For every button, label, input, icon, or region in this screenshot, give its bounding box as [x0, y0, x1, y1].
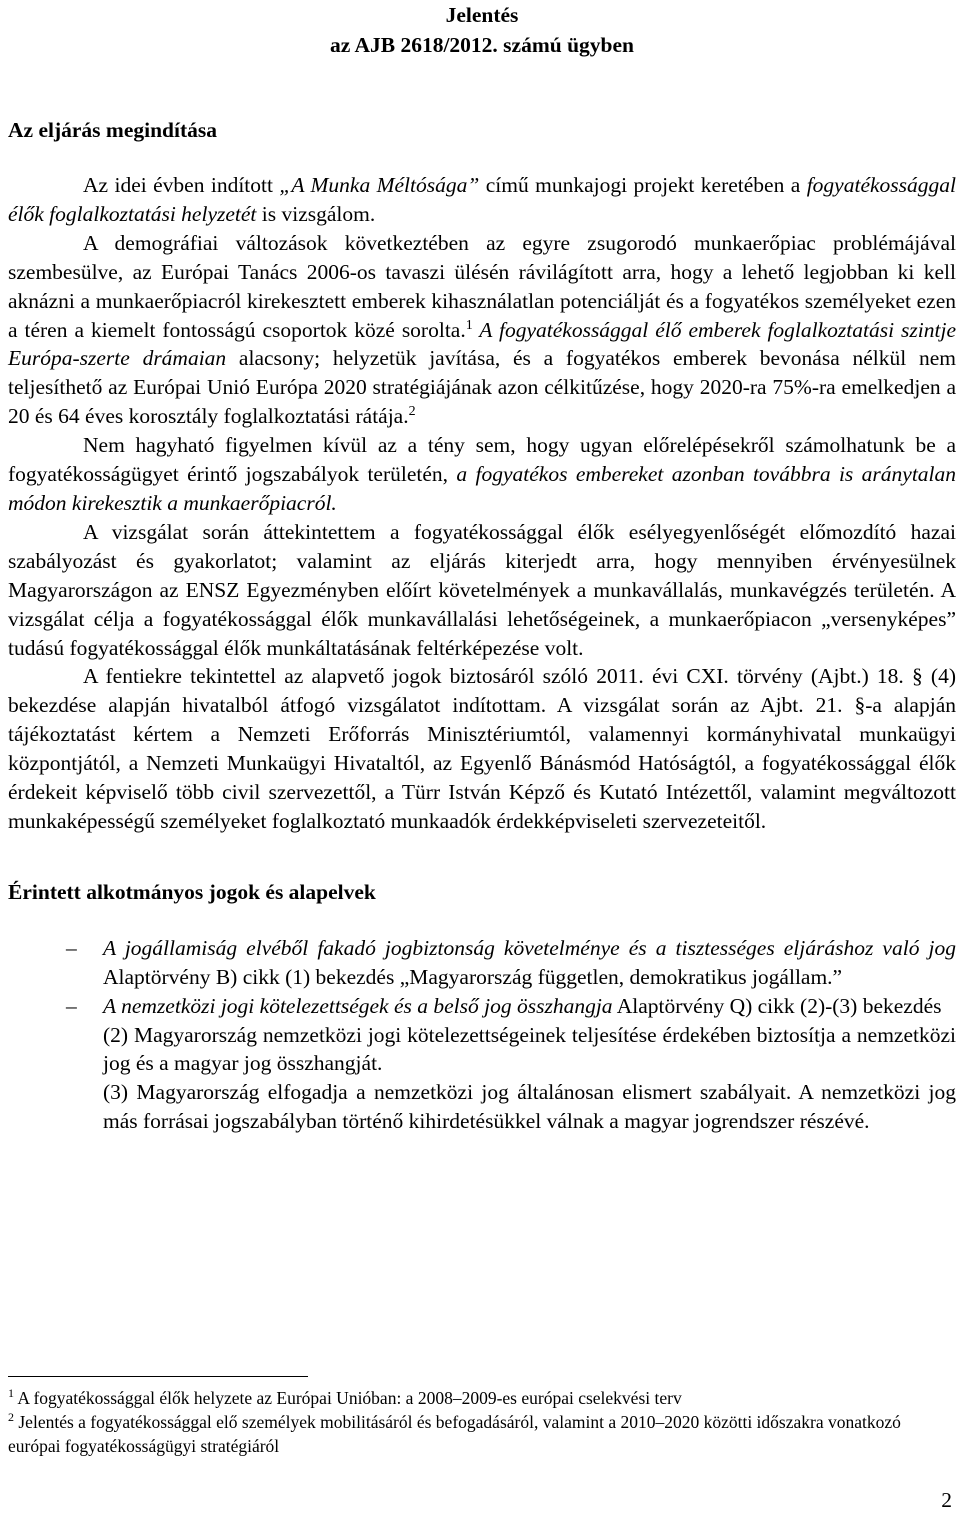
footnotes — [8, 1386, 953, 1458]
paragraph-intro: Az idei évben indított „A Munka Méltósága” című munkajogi projekt keretében a fogyatékossággal élők foglalkoztatási helyzetét is vizsgálom. — [8, 173, 956, 226]
paragraph-demography: A demográfiai változások következtében az egyre zsugorodó munkaerőpiac problémájával szembesülve, az Európai Tanács 2006-os tavaszi ülésén rávilágított arra, hogy a lehető legjobban ki kell aknázni a munkaerőpiacról kirekesztett emberek kihasználatlan potenciálját és a fogyatékos személyeket ezen a téren a kiemelt fontosságú csoportok közé sorolta.$^1$ A fogyatékossággal élő emberek foglalkoztatási szintje Európa-szerte drámaian alacsony; helyzetük javítása, és a fogyatékos emberek bevonása nélkül nem teljesíthető az Európai Unió Európa 2020 stratégiájának azon célkitűzése, hogy 2020-ra 75%-ra emelkedjen a 20 és 64 éves korosztály foglalkoztatási rátája.$^2$ — [8, 230, 957, 429]
title-line-2: az AJB 2618/2012. számú ügyben — [329, 33, 634, 57]
footnote-separator — [8, 1376, 308, 1377]
dash-bullet: – — [66, 993, 77, 1018]
paragraph-legal-basis: A fentiekre tekintettel az alapvető jogok biztosáról szóló 2011. évi CXI. törvény (Ajbt.) 18. § (4) bekezdése alapján hivatalból átfogó vizsgálatot indítottam. A vizsgálat során az Ajbt. 21. §-a alapján tájékoztatást kértem a Nemzeti Erőforrás Minisztériumtól, valamennyi kormányhivatal munkaügyi központjától, a Nemzeti Munkaügyi Hivataltól, az Egyenlő Bánásmód Hatóságtól, a fogyatékossággal élők érdekeit képviselő több civil szervezettől, a Türr István Képző és Kutató Intézettől, valamint megváltozott munkaképességű személyeket foglalkoztató munkaadók érdekképviseleti szervezeteitől. — [8, 664, 956, 833]
footnote-1: $^1$ A fogyatékossággal élők helyzete az Európai Unióban: a 2008–2009-es európai cselekvési terv — [8, 1386, 682, 1408]
paragraph-investigation: A vizsgálat során áttekintettem a fogyatékossággal élők esélyegyenlőségét előmozdító hazai szabályozást és gyakorlatot; valamint az eljárás kiterjedt arra, hogy mennyiben érvényesülnek Magyarországon az ENSZ Egyezményben előírt követelmények a munkavállalás, munkavégzés területén. A vizsgálat célja a fogyatékossággal élők munkavállalási lehetőségeinek, a munkaerőpiacon „versenyképes” tudású fogyatékossággal élők munkáltatásának feltérképezése volt. — [8, 519, 956, 660]
sub-paragraph-2: (2) Magyarország nemzetközi jogi kötelezettségeinek teljesítése érdekében biztosítja a nemzetközi jog és a magyar jog összhangját. — [103, 1022, 956, 1076]
footnote-ref-2[interactable]: 2 — [408, 404, 416, 420]
section-heading-rights: Érintett alkotmányos jogok és alapelvek — [8, 879, 376, 904]
list-item-legal-certainty: – A jogállamiság elvéből fakadó jogbiztonság követelménye és a tisztességes eljáráshoz való jog Alaptörvény B) cikk (1) bekezdés „Magyarország független, demokratikus jogállam.” — [66, 935, 956, 989]
section-heading-procedure: Az eljárás megindítása — [8, 118, 217, 142]
dash-bullet: – — [66, 935, 77, 960]
page-number: 2 — [941, 1488, 952, 1512]
footnote-ref-1[interactable]: 1 — [465, 317, 473, 333]
list-item-international-law: – A nemzetközi jogi kötelezettségek és a belső jog összhangja Alaptörvény Q) cikk (2)-(3) bekezdés (2) Magyarország nemzetközi jogi kötelezettségeinek teljesítése érdekében biztosítja a nemzetközi jog és a magyar jog összhangját. (3) Magyarország elfogadja a nemzetközi jog általánosan elismert szabályait. A nemzetközi jog más forrásai jogszabályban történő kihirdetésükkel válnak a magyar jogrendszer részévé. — [8, 992, 956, 1137]
sub-paragraph-3: (3) Magyarország elfogadja a nemzetközi jog általánosan elismert szabályait. A nemzetközi jog más forrásai jogszabályban történő kihirdetésükkel válnak a magyar jogrendszer részévé. — [103, 1080, 956, 1134]
document-page — [8, 0, 956, 1136]
rights-list — [8, 934, 956, 1136]
document-title — [8, 0, 956, 60]
title-line-1: Jelentés — [445, 3, 519, 27]
paragraph-exclusion: Nem hagyható figyelmen kívül az a tény sem, hogy ugyan előrelépésekről számolhatunk be a fogyatékosságügyet érintő jogszabályok területén, a fogyatékos embereket azonban továbbra is aránytalan módon kirekesztik a munkaerőpiacról. — [8, 433, 957, 515]
footnote-2: $^2$ Jelentés a fogyatékossággal elő személyek mobilitásáról és befogadásáról, valamint a 2010–2020 közötti időszakra vonatkozó európai fogyatékosságügyi stratégiáról — [8, 1410, 901, 1456]
